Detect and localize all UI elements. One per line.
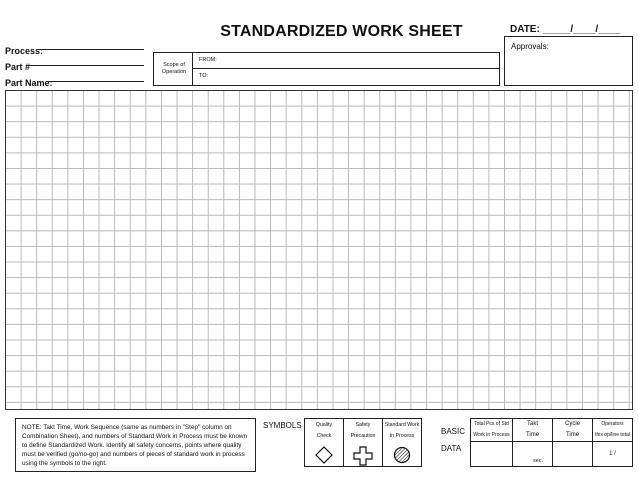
basic-data-label xyxy=(441,423,465,457)
to-field[interactable]: TO: xyxy=(199,73,209,79)
part-name-field[interactable] xyxy=(5,73,145,88)
seconds-unit: sec. xyxy=(533,458,544,464)
process-label: Process: xyxy=(5,46,44,56)
scope-label-line2: Operation xyxy=(161,69,187,75)
safety-precaution-symbol xyxy=(343,418,383,467)
part-name-label: Part Name: xyxy=(5,78,53,88)
symbols-label: SYMBOLS xyxy=(263,421,302,430)
layout-grid[interactable] xyxy=(5,90,633,410)
part-number-label: Part # xyxy=(5,62,31,72)
operators-column[interactable] xyxy=(593,419,633,466)
cycle-header-1: Cycle xyxy=(564,421,580,427)
process-line xyxy=(38,49,144,50)
operators-value: 1 / xyxy=(609,451,616,457)
part-number-field[interactable] xyxy=(5,57,145,72)
hatched-circle-icon xyxy=(393,446,411,464)
safety-precaution-label-2: Precaution xyxy=(350,433,376,439)
from-field[interactable]: FROM: xyxy=(199,57,217,63)
basic-data-table xyxy=(470,418,633,467)
quality-check-symbol xyxy=(304,418,344,467)
total-pcs-header-2: Work in Process xyxy=(473,432,510,438)
diamond-icon xyxy=(315,446,333,464)
safety-precaution-label-1: Safety xyxy=(355,422,371,428)
note-text: NOTE: Takt Time, Work Sequence (same as numbers in "Step" column on Combination Sheet), and numbers of Standard Work in Process must be known to define Standardized Work. Identify all safety concerns, points where quality must be verified (go/no-go) and numbers of pieces of standard work in process using the symbols to the right. xyxy=(22,424,248,467)
cycle-header-2: Time xyxy=(565,432,580,438)
quality-check-label-2: Check xyxy=(316,433,332,439)
data-label: DATA xyxy=(441,444,462,453)
page-title-text: STANDARDIZED WORK SHEET xyxy=(220,23,463,40)
scope-divider xyxy=(193,68,500,69)
part-number-line xyxy=(26,65,144,66)
date-field[interactable]: DATE: _____/____/____ xyxy=(510,24,621,35)
cycle-time-column[interactable] xyxy=(553,419,593,466)
takt-header-1: Takt xyxy=(526,421,538,427)
scope-of-operation-box xyxy=(153,52,500,86)
scope-fields xyxy=(192,53,500,85)
operators-header-2: this op/line total xyxy=(595,432,630,438)
operators-header-1: Operators xyxy=(601,421,624,427)
total-pcs-column[interactable] xyxy=(471,419,513,466)
scope-label xyxy=(158,62,190,76)
approvals-label: Approvals: xyxy=(511,42,549,51)
takt-header-2: Time xyxy=(525,432,540,438)
part-name-line xyxy=(47,81,144,82)
cross-icon xyxy=(353,446,373,466)
standard-work-label-2: In Process xyxy=(389,433,415,439)
basic-data-row-divider xyxy=(471,441,632,442)
approvals-box[interactable] xyxy=(504,36,633,86)
process-field[interactable] xyxy=(5,41,145,56)
basic-label: BASIC xyxy=(441,427,466,436)
quality-check-label-1: Quality xyxy=(315,422,333,428)
scope-label-line1: Scope of xyxy=(163,62,185,68)
note-box xyxy=(15,418,256,472)
standard-work-label-1: Standard Work xyxy=(384,422,420,428)
standard-work-in-process-symbol xyxy=(382,418,422,467)
total-pcs-header-1: Total Pcs of Std xyxy=(474,421,509,427)
